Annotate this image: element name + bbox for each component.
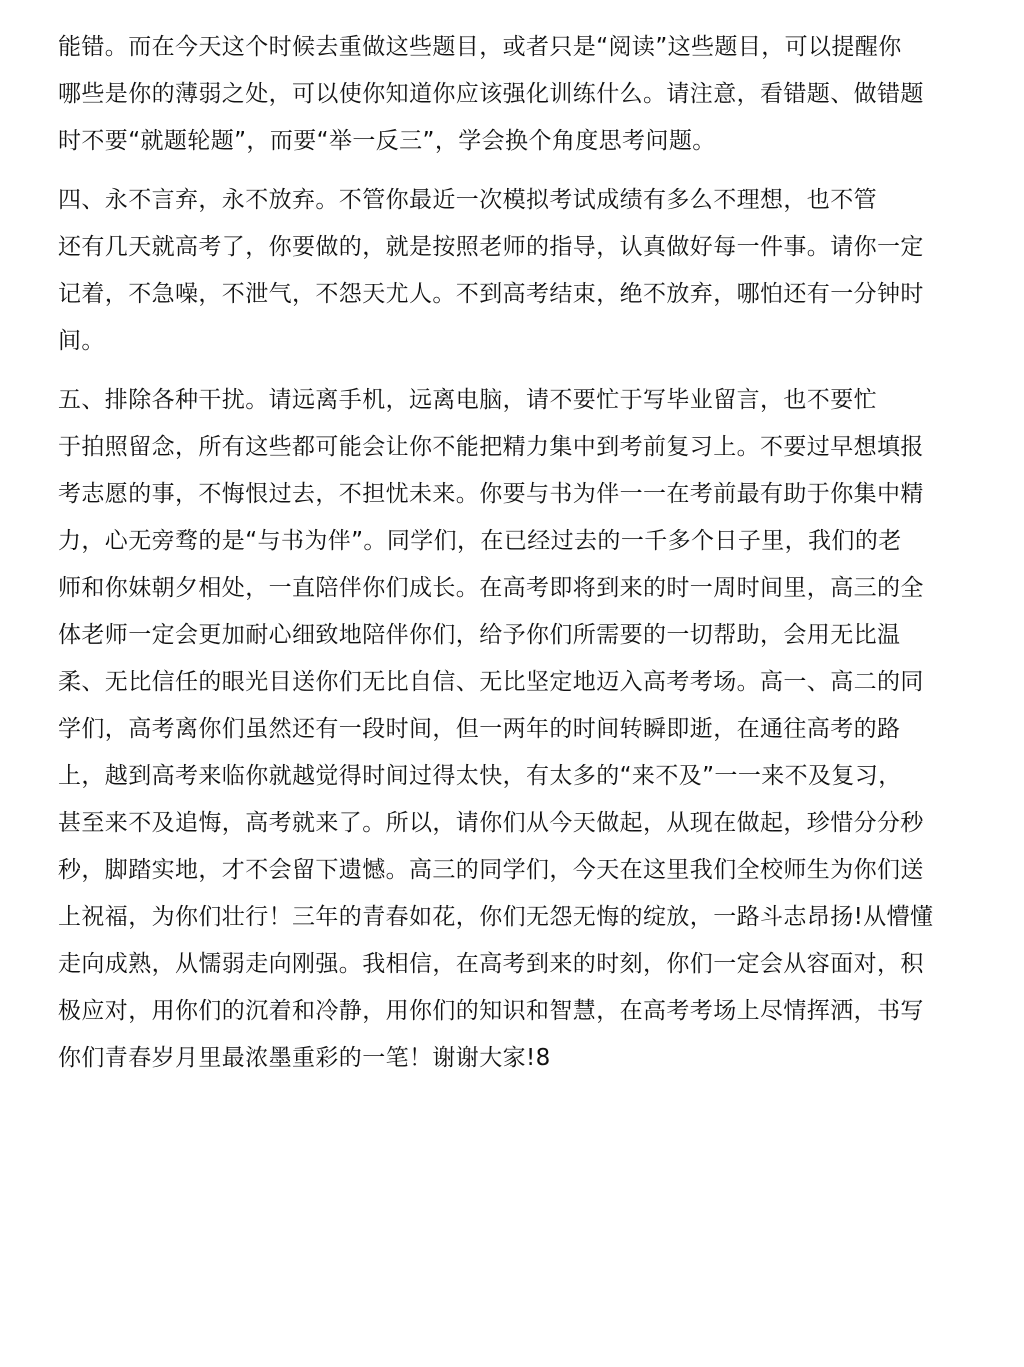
paragraph-1 — [58, 24, 948, 165]
paragraph-3 — [58, 377, 948, 1082]
text-line: 上祝福，为你们壮行！三年的青春如花，你们无怨无悔的绽放，一路斗志昂扬!从懵懂 — [58, 904, 934, 930]
text-line: 柔、无比信任的眼光目送你们无比自信、无比坚定地迈入高考考场。高一、高二的同 — [58, 669, 924, 695]
document-body — [58, 24, 948, 1082]
text-line: 能错。而在今天这个时候去重做这些题目，或者只是“阅读”这些题目，可以提醒你 — [58, 34, 902, 60]
text-line: 学们，高考离你们虽然还有一段时间，但一两年的时间转瞬即逝，在通往高考的路 — [58, 716, 901, 742]
text-line: 五、排除各种干扰。请远离手机，远离电脑，请不要忙于写毕业留言，也不要忙 — [58, 387, 877, 413]
paragraph-gap — [58, 165, 948, 177]
text-line: 体老师一定会更加耐心细致地陪伴你们，给予你们所需要的一切帮助，会用无比温 — [58, 622, 901, 648]
text-line: 记着，不急噪，不泄气，不怨天尤人。不到高考结束，绝不放弃，哪怕还有一分钟时 — [58, 281, 924, 307]
text-line: 于拍照留念，所有这些都可能会让你不能把精力集中到考前复习上。不要过早想填报 — [58, 434, 924, 460]
text-line: 师和你妹朝夕相处，一直陪伴你们成长。在高考即将到来的时一周时间里，高三的全 — [58, 575, 924, 601]
text-line: 上，越到高考来临你就越觉得时间过得太快，有太多的“来不及”一一来不及复习， — [58, 763, 902, 789]
text-line: 力，心无旁骛的是“与书为伴”。同学们，在已经过去的一千多个日子里，我们的老 — [58, 528, 902, 554]
text-line: 还有几天就高考了，你要做的，就是按照老师的指导，认真做好每一件事。请你一定 — [58, 234, 924, 260]
text-line: 哪些是你的薄弱之处，可以使你知道你应该强化训练什么。请注意，看错题、做错题 — [58, 81, 924, 107]
text-line: 极应对，用你们的沉着和冷静，用你们的知识和智慧，在高考考场上尽情挥洒，书写 — [58, 998, 924, 1024]
text-line: 秒，脚踏实地，才不会留下遗憾。高三的同学们，今天在这里我们全校师生为你们送 — [58, 857, 924, 883]
text-line: 间。 — [58, 328, 105, 354]
text-line: 甚至来不及追悔，高考就来了。所以，请你们从今天做起，从现在做起，珍惜分分秒 — [58, 810, 924, 836]
text-line: 时不要“就题轮题”，而要“举一反三”，学会换个角度思考问题。 — [58, 128, 716, 154]
text-line: 四、永不言弃，永不放弃。不管你最近一次模拟考试成绩有多么不理想，也不管 — [58, 187, 877, 213]
text-line: 走向成熟，从懦弱走向刚强。我相信，在高考到来的时刻，你们一定会从容面对，积 — [58, 951, 924, 977]
paragraph-gap — [58, 365, 948, 377]
paragraph-2 — [58, 177, 948, 365]
text-line: 你们青春岁月里最浓墨重彩的一笔！谢谢大家!8 — [58, 1045, 551, 1071]
text-line: 考志愿的事，不悔恨过去，不担忧未来。你要与书为伴一一在考前最有助于你集中精 — [58, 481, 924, 507]
